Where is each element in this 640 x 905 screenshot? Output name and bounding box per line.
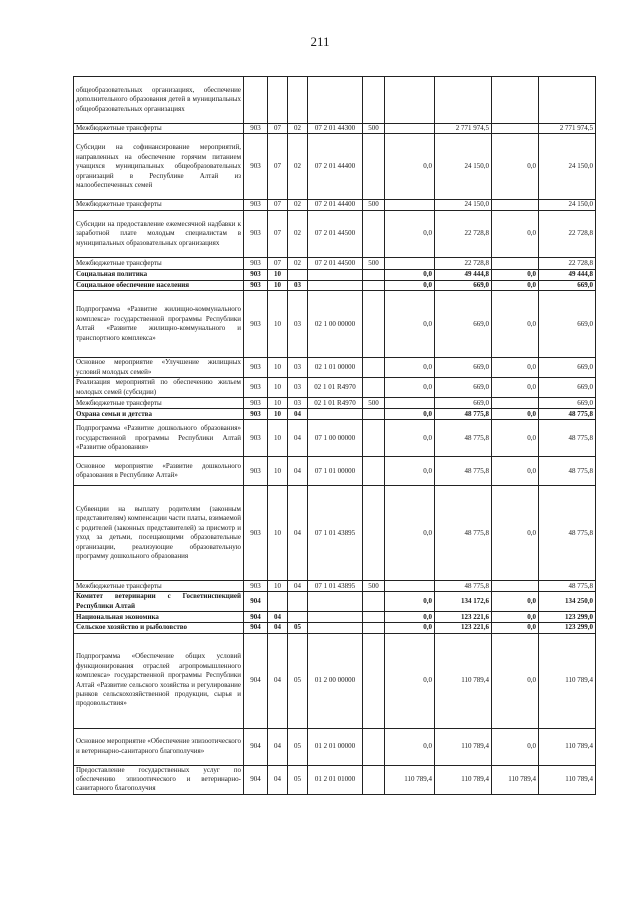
cell-name: Субвенции на выплату родителям (законным представителям) компенсации части платы, взимаемой с родителей (законных представителей) за присмотр и уход за детьми, посещающими образовательные организации, реализующие образовательную программу дошкольного образования xyxy=(74,486,244,581)
cell-expense-type: 500 xyxy=(363,398,385,409)
table-row xyxy=(74,623,596,633)
cell-amount-federal-1: 0,0 xyxy=(385,291,435,358)
cell-amount-total-2: 24 150,0 xyxy=(539,200,596,210)
table-row xyxy=(74,398,596,409)
cell-target-article: 07 1 01 43895 xyxy=(308,581,363,592)
cell-section-code: 07 xyxy=(268,257,288,269)
cell-section-code: 10 xyxy=(268,409,288,420)
cell-amount-federal-1 xyxy=(385,200,435,210)
cell-target-article xyxy=(308,612,363,623)
cell-name: Национальная экономика xyxy=(74,612,244,623)
cell-amount-federal-1 xyxy=(385,77,435,124)
cell-name: Субсидии на предоставление ежемесячной надбавки к заработной плате молодым специалистам в муниципальных образовательных организациях xyxy=(74,210,244,257)
cell-target-article: 07 2 01 44400 xyxy=(308,134,363,200)
cell-amount-total-2: 48 775,8 xyxy=(539,486,596,581)
cell-name: Подпрограмма «Обеспечение общих условий функционирования отраслей агропромышленного комплекса» государственной программы Республики Алтай «Развитие сельского хозяйства и регулирование рынков сельскохозяйственной продукции, сырья и продовольствия» xyxy=(74,633,244,728)
cell-amount-federal-1: 0,0 xyxy=(385,612,435,623)
cell-section-code: 10 xyxy=(268,420,288,457)
cell-amount-federal-2: 0,0 xyxy=(492,486,539,581)
cell-target-article: 01 2 01 00000 xyxy=(308,728,363,765)
cell-section-code: 04 xyxy=(268,623,288,633)
cell-amount-total-1: 48 775,8 xyxy=(435,486,492,581)
cell-amount-federal-2 xyxy=(492,124,539,134)
cell-grbs-code: 903 xyxy=(244,291,268,358)
cell-section-code xyxy=(268,77,288,124)
cell-amount-total-1: 48 775,8 xyxy=(435,457,492,486)
cell-amount-federal-2: 0,0 xyxy=(492,134,539,200)
cell-expense-type xyxy=(363,623,385,633)
cell-subsection-code xyxy=(288,592,308,612)
cell-grbs-code: 903 xyxy=(244,420,268,457)
cell-expense-type xyxy=(363,765,385,794)
cell-amount-federal-2: 0,0 xyxy=(492,358,539,378)
cell-subsection-code xyxy=(288,612,308,623)
table-row xyxy=(74,124,596,134)
table-row xyxy=(74,581,596,592)
cell-amount-federal-2: 0,0 xyxy=(492,633,539,728)
cell-target-article: 02 1 01 00000 xyxy=(308,358,363,378)
cell-grbs-code: 903 xyxy=(244,280,268,290)
cell-section-code: 10 xyxy=(268,269,288,280)
table-row xyxy=(74,486,596,581)
cell-name: Социальное обеспечение населения xyxy=(74,280,244,290)
cell-amount-total-2: 110 789,4 xyxy=(539,633,596,728)
cell-grbs-code: 903 xyxy=(244,358,268,378)
cell-amount-federal-1: 0,0 xyxy=(385,280,435,290)
cell-amount-total-2: 48 775,8 xyxy=(539,457,596,486)
cell-amount-federal-1 xyxy=(385,398,435,409)
cell-target-article xyxy=(308,623,363,633)
cell-name: Реализация мероприятий по обеспечению жильем молодых семей (субсидии) xyxy=(74,378,244,398)
table-row xyxy=(74,765,596,794)
cell-expense-type: 500 xyxy=(363,124,385,134)
cell-subsection-code: 04 xyxy=(288,486,308,581)
cell-subsection-code: 03 xyxy=(288,358,308,378)
cell-amount-total-2: 134 250,0 xyxy=(539,592,596,612)
cell-name: Подпрограмма «Развитие жилищно-коммунального комплекса» государственной программы Республики Алтай «Развитие жилищно-коммунального и транспортного комплекса» xyxy=(74,291,244,358)
cell-expense-type xyxy=(363,486,385,581)
cell-amount-total-1: 123 221,6 xyxy=(435,623,492,633)
cell-amount-federal-1: 0,0 xyxy=(385,409,435,420)
cell-amount-total-1: 669,0 xyxy=(435,358,492,378)
cell-target-article: 07 2 01 44300 xyxy=(308,124,363,134)
cell-amount-total-2: 22 728,8 xyxy=(539,257,596,269)
cell-amount-federal-2: 0,0 xyxy=(492,420,539,457)
cell-amount-federal-1: 110 789,4 xyxy=(385,765,435,794)
cell-target-article xyxy=(308,592,363,612)
budget-table-body xyxy=(74,77,596,795)
cell-amount-federal-2 xyxy=(492,77,539,124)
cell-amount-total-2: 24 150,0 xyxy=(539,134,596,200)
cell-amount-federal-2: 0,0 xyxy=(492,280,539,290)
cell-amount-total-2: 2 771 974,5 xyxy=(539,124,596,134)
cell-amount-total-2: 49 444,8 xyxy=(539,269,596,280)
cell-target-article: 02 1 01 R4970 xyxy=(308,378,363,398)
cell-subsection-code: 02 xyxy=(288,200,308,210)
cell-amount-federal-1: 0,0 xyxy=(385,358,435,378)
cell-name: Подпрограмма «Развитие дошкольного образования» государственной программы Республики Алтай «Развитие образования» xyxy=(74,420,244,457)
cell-section-code xyxy=(268,592,288,612)
cell-name: общеобразовательных организациях, обеспечение дополнительного образования детей в муниципальных общеобразовательных организациях xyxy=(74,77,244,124)
cell-name: Основное мероприятие «Обеспечение эпизоотического и ветеринарно-санитарного благополучия» xyxy=(74,728,244,765)
table-row xyxy=(74,291,596,358)
cell-target-article xyxy=(308,269,363,280)
cell-amount-total-2 xyxy=(539,77,596,124)
cell-amount-federal-2: 0,0 xyxy=(492,409,539,420)
cell-expense-type xyxy=(363,592,385,612)
cell-expense-type xyxy=(363,409,385,420)
cell-target-article: 02 1 00 00000 xyxy=(308,291,363,358)
cell-amount-federal-1: 0,0 xyxy=(385,134,435,200)
cell-amount-federal-2: 0,0 xyxy=(492,592,539,612)
cell-target-article: 07 1 01 43895 xyxy=(308,486,363,581)
cell-amount-total-2: 669,0 xyxy=(539,358,596,378)
cell-grbs-code: 904 xyxy=(244,612,268,623)
cell-amount-total-1: 48 775,8 xyxy=(435,420,492,457)
cell-amount-total-2: 669,0 xyxy=(539,398,596,409)
cell-name: Социальная политика xyxy=(74,269,244,280)
cell-amount-federal-2: 110 789,4 xyxy=(492,765,539,794)
cell-amount-total-2: 22 728,8 xyxy=(539,210,596,257)
cell-grbs-code: 903 xyxy=(244,210,268,257)
cell-subsection-code: 03 xyxy=(288,280,308,290)
cell-subsection-code: 04 xyxy=(288,409,308,420)
cell-subsection-code: 04 xyxy=(288,457,308,486)
cell-section-code: 07 xyxy=(268,200,288,210)
cell-amount-total-1: 48 775,8 xyxy=(435,409,492,420)
cell-name: Основное мероприятие «Развитие дошкольного образования в Республике Алтай» xyxy=(74,457,244,486)
cell-amount-federal-2: 0,0 xyxy=(492,269,539,280)
table-row xyxy=(74,269,596,280)
cell-name: Основное мероприятие «Улучшение жилищных условий молодых семей» xyxy=(74,358,244,378)
cell-section-code: 10 xyxy=(268,457,288,486)
cell-amount-total-1: 110 789,4 xyxy=(435,728,492,765)
table-row xyxy=(74,457,596,486)
cell-expense-type xyxy=(363,633,385,728)
cell-amount-total-2: 123 299,0 xyxy=(539,623,596,633)
cell-amount-federal-2: 0,0 xyxy=(492,210,539,257)
cell-section-code: 10 xyxy=(268,398,288,409)
table-row xyxy=(74,280,596,290)
cell-amount-total-2: 669,0 xyxy=(539,280,596,290)
cell-amount-total-1: 49 444,8 xyxy=(435,269,492,280)
cell-expense-type xyxy=(363,457,385,486)
cell-name: Межбюджетные трансферты xyxy=(74,398,244,409)
cell-expense-type xyxy=(363,269,385,280)
cell-amount-federal-1: 0,0 xyxy=(385,378,435,398)
cell-expense-type xyxy=(363,210,385,257)
cell-amount-total-1: 2 771 974,5 xyxy=(435,124,492,134)
cell-amount-total-2: 669,0 xyxy=(539,291,596,358)
cell-grbs-code: 903 xyxy=(244,581,268,592)
cell-amount-total-1: 134 172,6 xyxy=(435,592,492,612)
cell-subsection-code: 03 xyxy=(288,291,308,358)
cell-name: Межбюджетные трансферты xyxy=(74,581,244,592)
cell-grbs-code: 903 xyxy=(244,124,268,134)
table-row xyxy=(74,420,596,457)
cell-name: Межбюджетные трансферты xyxy=(74,124,244,134)
cell-amount-federal-2 xyxy=(492,200,539,210)
table-row xyxy=(74,592,596,612)
cell-target-article xyxy=(308,77,363,124)
cell-subsection-code: 02 xyxy=(288,257,308,269)
cell-amount-federal-1 xyxy=(385,124,435,134)
cell-name: Комитет ветеринарии с Госветинспекцией Республики Алтай xyxy=(74,592,244,612)
cell-amount-federal-2: 0,0 xyxy=(492,457,539,486)
cell-amount-total-1: 24 150,0 xyxy=(435,200,492,210)
cell-expense-type xyxy=(363,420,385,457)
cell-amount-total-1: 22 728,8 xyxy=(435,210,492,257)
cell-name: Субсидии на софинансирование мероприятий, направленных на обеспечение горячим питанием учащихся муниципальных общеобразовательных организаций в Республике Алтай из малообеспеченных семей xyxy=(74,134,244,200)
cell-section-code: 10 xyxy=(268,280,288,290)
cell-amount-total-1: 669,0 xyxy=(435,398,492,409)
cell-amount-federal-2: 0,0 xyxy=(492,378,539,398)
cell-amount-federal-1: 0,0 xyxy=(385,486,435,581)
page-number: 211 xyxy=(310,34,330,49)
cell-grbs-code: 904 xyxy=(244,623,268,633)
cell-expense-type xyxy=(363,77,385,124)
cell-grbs-code: 904 xyxy=(244,592,268,612)
cell-amount-total-2: 48 775,8 xyxy=(539,420,596,457)
cell-amount-federal-1 xyxy=(385,257,435,269)
cell-amount-total-2: 110 789,4 xyxy=(539,765,596,794)
cell-name: Межбюджетные трансферты xyxy=(74,257,244,269)
cell-target-article: 07 2 01 44500 xyxy=(308,210,363,257)
cell-amount-federal-1: 0,0 xyxy=(385,457,435,486)
cell-section-code: 07 xyxy=(268,134,288,200)
cell-amount-federal-1: 0,0 xyxy=(385,269,435,280)
cell-target-article: 07 1 00 00000 xyxy=(308,420,363,457)
cell-expense-type xyxy=(363,358,385,378)
budget-table xyxy=(73,76,596,795)
cell-target-article: 02 1 01 R4970 xyxy=(308,398,363,409)
cell-subsection-code: 02 xyxy=(288,134,308,200)
table-row xyxy=(74,358,596,378)
cell-section-code: 07 xyxy=(268,124,288,134)
cell-expense-type: 500 xyxy=(363,200,385,210)
cell-amount-total-1: 110 789,4 xyxy=(435,765,492,794)
cell-expense-type xyxy=(363,134,385,200)
table-row xyxy=(74,134,596,200)
cell-grbs-code: 903 xyxy=(244,134,268,200)
cell-amount-total-2: 48 775,8 xyxy=(539,409,596,420)
table-row xyxy=(74,409,596,420)
cell-name: Охрана семьи и детства xyxy=(74,409,244,420)
cell-amount-total-2: 669,0 xyxy=(539,378,596,398)
cell-section-code: 07 xyxy=(268,210,288,257)
cell-amount-total-1: 48 775,8 xyxy=(435,581,492,592)
cell-subsection-code: 03 xyxy=(288,398,308,409)
cell-grbs-code: 904 xyxy=(244,765,268,794)
cell-amount-total-1 xyxy=(435,77,492,124)
cell-grbs-code: 903 xyxy=(244,269,268,280)
cell-section-code: 04 xyxy=(268,633,288,728)
cell-grbs-code: 903 xyxy=(244,257,268,269)
cell-amount-federal-1: 0,0 xyxy=(385,728,435,765)
cell-amount-federal-2: 0,0 xyxy=(492,623,539,633)
cell-name: Сельское хозяйство и рыболовство xyxy=(74,623,244,633)
cell-section-code: 10 xyxy=(268,358,288,378)
cell-grbs-code: 903 xyxy=(244,200,268,210)
table-row xyxy=(74,633,596,728)
cell-expense-type xyxy=(363,378,385,398)
cell-amount-federal-1: 0,0 xyxy=(385,633,435,728)
cell-subsection-code: 05 xyxy=(288,765,308,794)
table-row xyxy=(74,210,596,257)
cell-grbs-code: 903 xyxy=(244,486,268,581)
table-row xyxy=(74,378,596,398)
cell-expense-type xyxy=(363,280,385,290)
cell-subsection-code: 02 xyxy=(288,210,308,257)
cell-amount-total-2: 48 775,8 xyxy=(539,581,596,592)
cell-target-article: 01 2 00 00000 xyxy=(308,633,363,728)
cell-subsection-code: 04 xyxy=(288,581,308,592)
cell-expense-type xyxy=(363,728,385,765)
cell-grbs-code: 903 xyxy=(244,457,268,486)
cell-amount-total-1: 669,0 xyxy=(435,280,492,290)
cell-grbs-code xyxy=(244,77,268,124)
cell-amount-federal-1: 0,0 xyxy=(385,420,435,457)
cell-subsection-code: 05 xyxy=(288,623,308,633)
cell-amount-federal-1: 0,0 xyxy=(385,592,435,612)
cell-subsection-code: 05 xyxy=(288,633,308,728)
cell-amount-total-1: 123 221,6 xyxy=(435,612,492,623)
cell-amount-total-1: 669,0 xyxy=(435,291,492,358)
cell-amount-federal-2 xyxy=(492,398,539,409)
cell-target-article: 07 1 01 00000 xyxy=(308,457,363,486)
cell-section-code: 10 xyxy=(268,378,288,398)
cell-amount-total-1: 24 150,0 xyxy=(435,134,492,200)
cell-section-code: 04 xyxy=(268,612,288,623)
cell-name: Межбюджетные трансферты xyxy=(74,200,244,210)
cell-expense-type xyxy=(363,612,385,623)
cell-grbs-code: 903 xyxy=(244,378,268,398)
cell-amount-federal-2: 0,0 xyxy=(492,291,539,358)
cell-subsection-code: 03 xyxy=(288,378,308,398)
cell-grbs-code: 904 xyxy=(244,728,268,765)
table-row xyxy=(74,612,596,623)
cell-target-article: 07 2 01 44500 xyxy=(308,257,363,269)
cell-amount-federal-2: 0,0 xyxy=(492,612,539,623)
cell-amount-federal-1 xyxy=(385,581,435,592)
cell-amount-total-2: 110 789,4 xyxy=(539,728,596,765)
cell-subsection-code: 02 xyxy=(288,124,308,134)
table-row xyxy=(74,257,596,269)
cell-grbs-code: 903 xyxy=(244,398,268,409)
cell-target-article: 01 2 01 01000 xyxy=(308,765,363,794)
cell-amount-total-1: 110 789,4 xyxy=(435,633,492,728)
table-row xyxy=(74,728,596,765)
cell-subsection-code xyxy=(288,269,308,280)
cell-amount-federal-1: 0,0 xyxy=(385,623,435,633)
cell-name: Предоставление государственных услуг по обеспечению эпизоотического и ветеринарно-санитарного благополучия xyxy=(74,765,244,794)
cell-amount-federal-2 xyxy=(492,581,539,592)
table-row xyxy=(74,77,596,124)
cell-expense-type xyxy=(363,291,385,358)
cell-expense-type: 500 xyxy=(363,581,385,592)
cell-subsection-code: 05 xyxy=(288,728,308,765)
cell-amount-total-2: 123 299,0 xyxy=(539,612,596,623)
cell-grbs-code: 903 xyxy=(244,409,268,420)
cell-subsection-code xyxy=(288,77,308,124)
cell-amount-total-1: 22 728,8 xyxy=(435,257,492,269)
cell-section-code: 10 xyxy=(268,581,288,592)
cell-grbs-code: 904 xyxy=(244,633,268,728)
cell-subsection-code: 04 xyxy=(288,420,308,457)
cell-section-code: 04 xyxy=(268,765,288,794)
cell-amount-federal-2 xyxy=(492,257,539,269)
table-row xyxy=(74,200,596,210)
cell-amount-total-1: 669,0 xyxy=(435,378,492,398)
cell-target-article xyxy=(308,280,363,290)
cell-amount-federal-2: 0,0 xyxy=(492,728,539,765)
cell-section-code: 04 xyxy=(268,728,288,765)
cell-section-code: 10 xyxy=(268,486,288,581)
cell-target-article xyxy=(308,409,363,420)
cell-target-article: 07 2 01 44400 xyxy=(308,200,363,210)
cell-expense-type: 500 xyxy=(363,257,385,269)
cell-section-code: 10 xyxy=(268,291,288,358)
cell-amount-federal-1: 0,0 xyxy=(385,210,435,257)
